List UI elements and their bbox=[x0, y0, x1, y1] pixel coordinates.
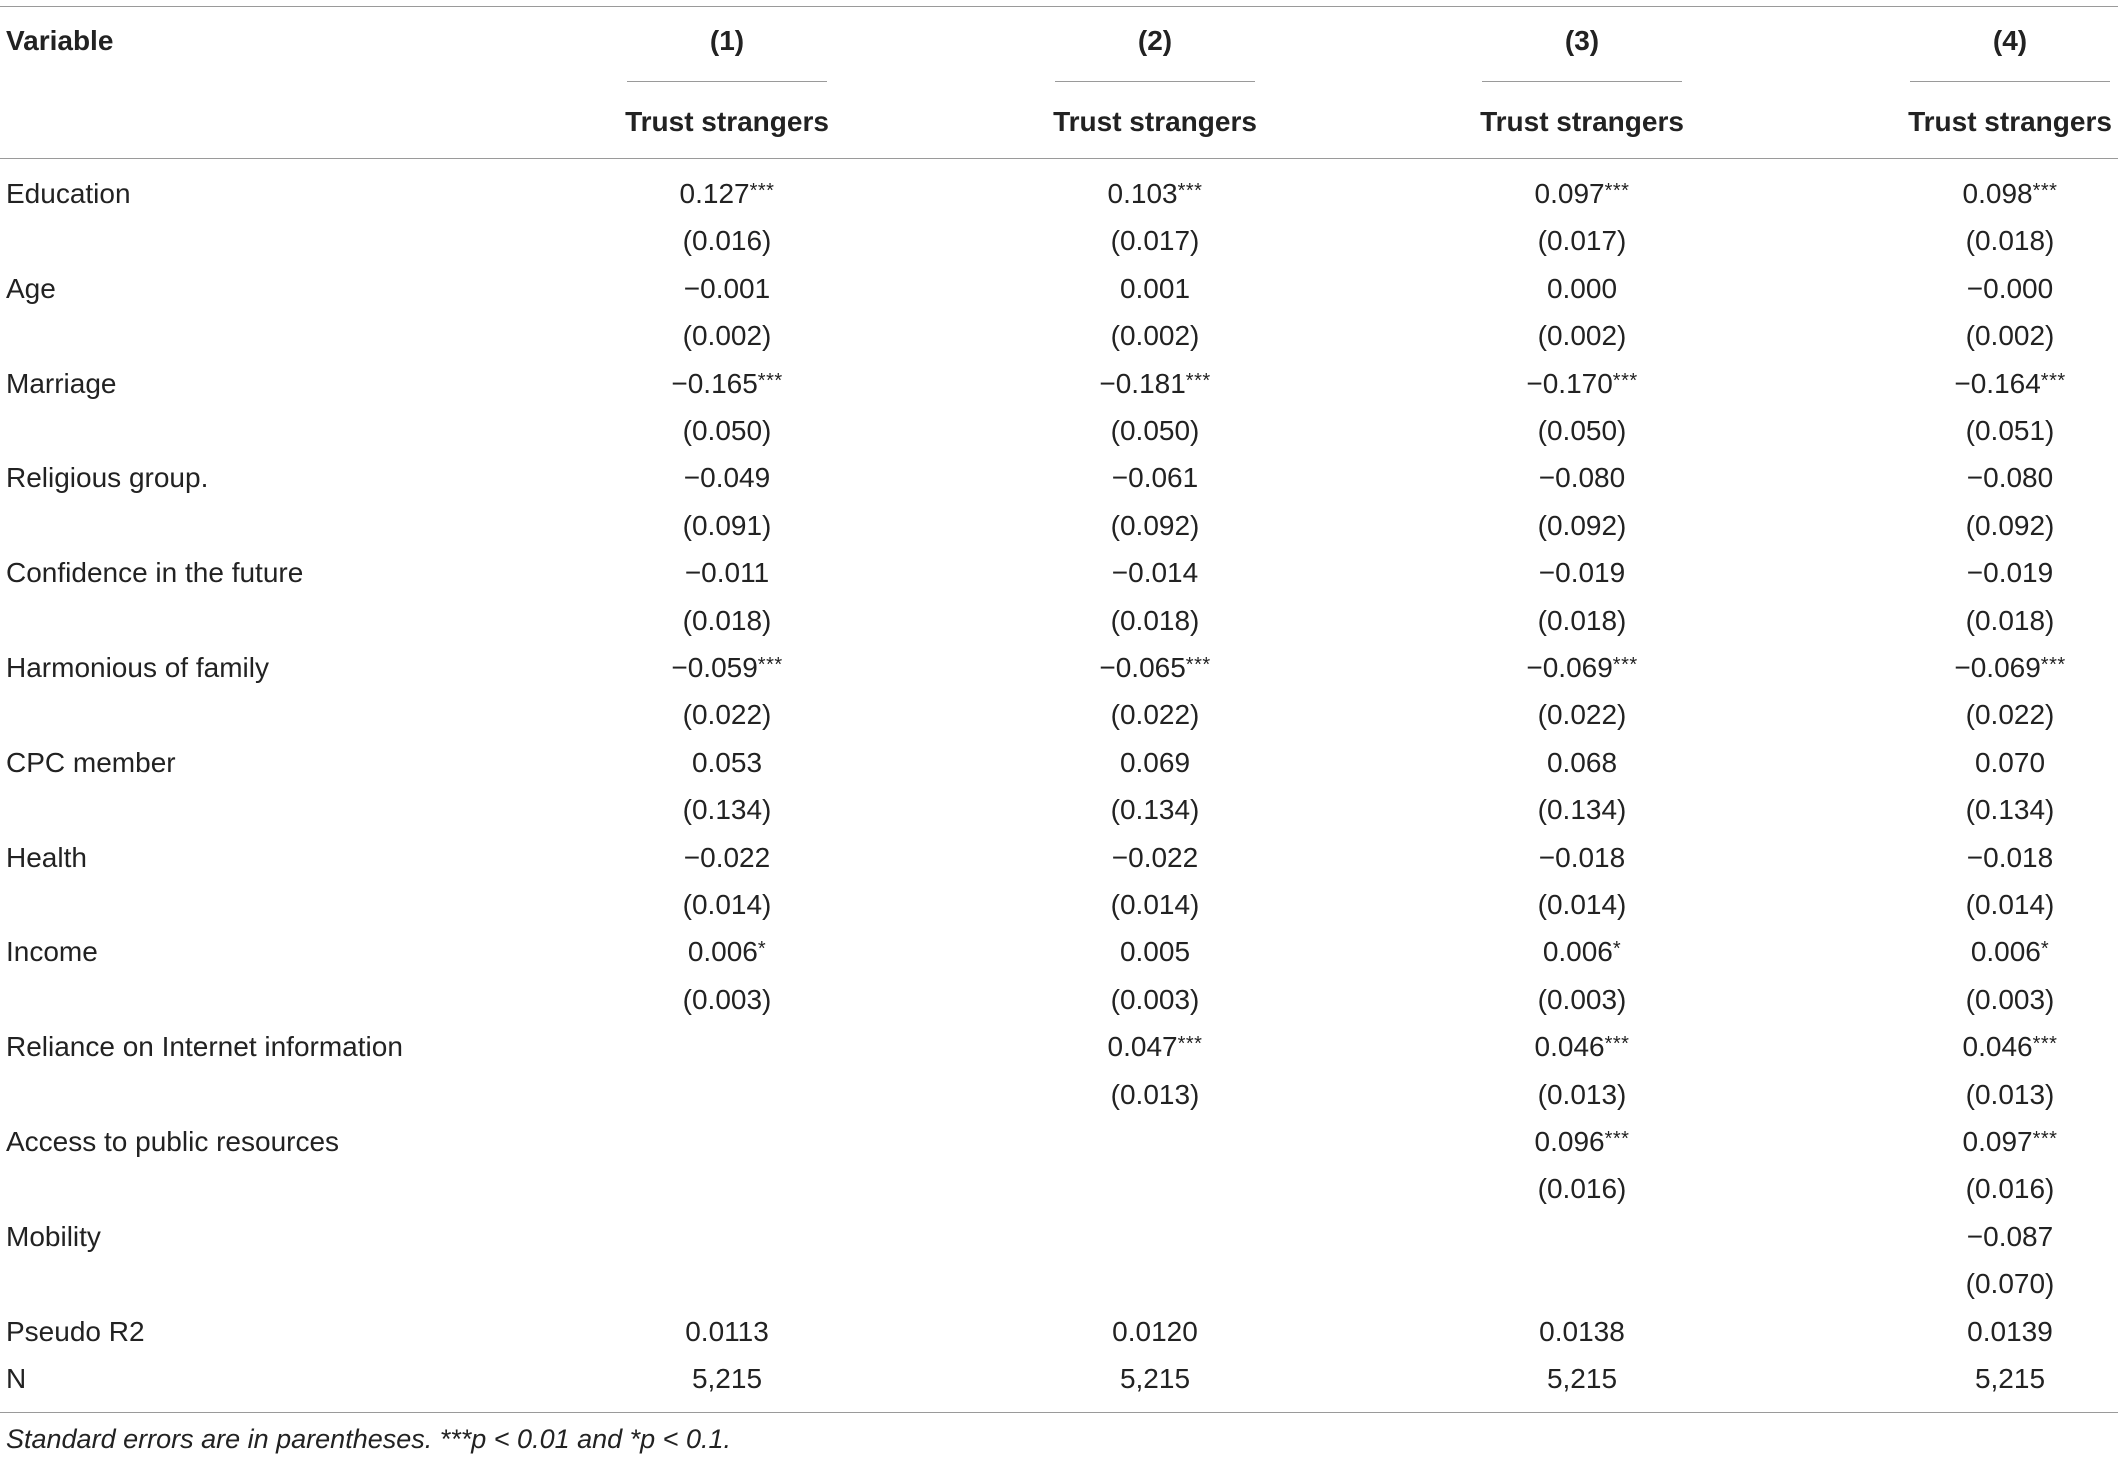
coefficient-cell bbox=[1025, 367, 1285, 401]
standard-error-cell: (0.014) bbox=[1110, 889, 1200, 920]
stat-value: 5,215 bbox=[1119, 1363, 1191, 1394]
significance-stars: *** bbox=[1604, 1033, 1630, 1056]
standard-error-cell: (0.050) bbox=[682, 415, 772, 446]
stat-value: 0.0138 bbox=[1539, 1315, 1625, 1347]
coefficient-cell bbox=[597, 651, 857, 685]
significance-stars: * bbox=[757, 938, 767, 961]
coefficient-cell bbox=[1025, 461, 1285, 495]
standard-error-cell: (0.022) bbox=[1537, 699, 1627, 731]
coefficient-cell bbox=[1025, 556, 1285, 590]
stat-value: 5,215 bbox=[1974, 1363, 2046, 1394]
significance-stars: *** bbox=[2032, 180, 2058, 202]
row-label: Reliance on Internet information bbox=[6, 1031, 403, 1063]
standard-error-cell: (0.017) bbox=[1537, 225, 1627, 257]
significance-stars: * bbox=[1612, 938, 1622, 961]
row-label: Age bbox=[6, 272, 56, 304]
column-group-rule-1 bbox=[627, 81, 827, 82]
coefficient-cell bbox=[1880, 651, 2118, 685]
coefficient-cell bbox=[1880, 461, 2118, 495]
coefficient-cell bbox=[1452, 1125, 1712, 1159]
column-group-rule-2 bbox=[1055, 81, 1255, 82]
coefficient-cell bbox=[1880, 1030, 2118, 1064]
standard-error-cell: (0.134) bbox=[1110, 794, 1200, 826]
coefficient-value: −0.087 bbox=[1966, 1220, 2054, 1252]
standard-error-cell: (0.022) bbox=[1965, 699, 2055, 731]
table-footnote: Standard errors are in parentheses. ***p < 0.01 and *p < 0.1. bbox=[6, 1424, 731, 1454]
coefficient-value: 0.046 bbox=[1962, 1031, 2033, 1063]
row-label: Income bbox=[6, 936, 98, 968]
coefficient-value: −0.014 bbox=[1111, 557, 1199, 589]
coefficient-cell bbox=[1025, 1030, 1285, 1064]
coefficient-cell bbox=[1025, 272, 1285, 306]
standard-error-cell: (0.018) bbox=[1110, 604, 1200, 636]
row-label: Religious group. bbox=[6, 462, 209, 494]
column-group-rule-3 bbox=[1482, 81, 1682, 82]
coefficient-value: 0.006 bbox=[1542, 936, 1613, 968]
coefficient-value: −0.022 bbox=[1111, 841, 1199, 873]
stat-value: 5,215 bbox=[691, 1363, 763, 1394]
coefficient-cell bbox=[1880, 1220, 2118, 1254]
significance-stars: * bbox=[2040, 938, 2050, 961]
coefficient-cell bbox=[597, 746, 857, 780]
standard-error-cell: (0.070) bbox=[1965, 1268, 2055, 1300]
row-label: CPC member bbox=[6, 746, 176, 778]
standard-error-cell: (0.018) bbox=[1965, 225, 2055, 257]
coefficient-cell bbox=[1025, 746, 1285, 780]
stat-label: N bbox=[6, 1363, 27, 1394]
coefficient-value: −0.164 bbox=[1954, 367, 2041, 399]
coefficient-value: −0.059 bbox=[671, 652, 758, 683]
standard-error-cell: (0.134) bbox=[1537, 794, 1627, 826]
standard-error-cell: (0.014) bbox=[682, 889, 772, 920]
standard-error-cell: (0.018) bbox=[682, 604, 772, 636]
standard-error-cell: (0.051) bbox=[1965, 415, 2055, 446]
row-label: Marriage bbox=[6, 367, 117, 399]
standard-error-cell: (0.014) bbox=[1965, 889, 2055, 920]
standard-error-cell: (0.002) bbox=[1110, 320, 1200, 352]
coefficient-value: 0.005 bbox=[1119, 936, 1191, 968]
coefficient-value: −0.170 bbox=[1526, 367, 1613, 399]
row-label: Access to public resources bbox=[6, 1126, 340, 1157]
coefficient-cell bbox=[1452, 841, 1712, 875]
coefficient-value: −0.001 bbox=[683, 272, 771, 304]
significance-stars: *** bbox=[1604, 180, 1630, 202]
standard-error-cell: (0.018) bbox=[1965, 604, 2055, 636]
significance-stars: *** bbox=[749, 180, 775, 202]
column-number-4: (4) bbox=[1992, 25, 2028, 56]
coefficient-value: 0.097 bbox=[1962, 1126, 2033, 1157]
coefficient-cell bbox=[1452, 177, 1712, 211]
standard-error-cell: (0.013) bbox=[1965, 1078, 2055, 1110]
variable-header: Variable bbox=[6, 25, 114, 56]
standard-error-cell: (0.002) bbox=[1965, 320, 2055, 352]
significance-stars: *** bbox=[757, 369, 783, 392]
standard-error-cell: (0.013) bbox=[1110, 1078, 1200, 1110]
coefficient-value: −0.080 bbox=[1538, 462, 1626, 494]
column-number-2: (2) bbox=[1137, 25, 1173, 56]
coefficient-cell bbox=[597, 556, 857, 590]
standard-error-cell: (0.134) bbox=[682, 794, 772, 826]
standard-error-cell: (0.022) bbox=[1110, 699, 1200, 731]
coefficient-value: 0.098 bbox=[1962, 178, 2033, 209]
coefficient-value: 0.069 bbox=[1119, 746, 1191, 778]
column-number-3: (3) bbox=[1564, 25, 1600, 56]
stat-value: 0.0120 bbox=[1112, 1315, 1198, 1347]
coefficient-cell bbox=[1452, 461, 1712, 495]
coefficient-value: −0.019 bbox=[1966, 557, 2054, 589]
row-label: Confidence in the future bbox=[6, 557, 304, 589]
coefficient-value: 0.068 bbox=[1546, 746, 1618, 778]
coefficient-cell bbox=[1025, 177, 1285, 211]
coefficient-value: −0.022 bbox=[683, 841, 771, 873]
coefficient-value: −0.061 bbox=[1111, 462, 1199, 494]
coefficient-value: 0.096 bbox=[1534, 1126, 1605, 1157]
coefficient-cell bbox=[1452, 651, 1712, 685]
coefficient-cell bbox=[1452, 1030, 1712, 1064]
coefficient-cell bbox=[597, 841, 857, 875]
coefficient-value: −0.080 bbox=[1966, 462, 2054, 494]
significance-stars: *** bbox=[1177, 180, 1203, 202]
coefficient-cell bbox=[1452, 556, 1712, 590]
stat-value: 5,215 bbox=[1546, 1363, 1618, 1394]
coefficient-value: −0.181 bbox=[1099, 367, 1186, 399]
table-top-rule bbox=[0, 6, 2118, 7]
standard-error-cell: (0.018) bbox=[1537, 604, 1627, 636]
significance-stars: *** bbox=[1185, 654, 1211, 676]
header-bottom-rule bbox=[0, 158, 2118, 159]
coefficient-value: 0.000 bbox=[1546, 272, 1618, 304]
significance-stars: *** bbox=[2032, 1033, 2058, 1056]
standard-error-cell: (0.003) bbox=[1110, 983, 1200, 1015]
column-dependent-2: Trust strangers bbox=[1053, 106, 1257, 137]
standard-error-cell: (0.091) bbox=[682, 509, 772, 541]
standard-error-cell: (0.002) bbox=[682, 320, 772, 352]
coefficient-cell bbox=[597, 461, 857, 495]
standard-error-cell: (0.014) bbox=[1537, 889, 1627, 920]
coefficient-cell bbox=[1452, 746, 1712, 780]
standard-error-cell: (0.134) bbox=[1965, 794, 2055, 826]
coefficient-cell bbox=[1025, 651, 1285, 685]
column-number-1: (1) bbox=[709, 25, 745, 56]
coefficient-value: −0.018 bbox=[1538, 841, 1626, 873]
significance-stars: *** bbox=[1612, 654, 1638, 676]
row-label: Harmonious of family bbox=[6, 652, 269, 683]
coefficient-cell bbox=[1880, 746, 2118, 780]
coefficient-cell bbox=[597, 177, 857, 211]
column-group-rule-4 bbox=[1910, 81, 2110, 82]
coefficient-cell bbox=[1452, 935, 1712, 969]
coefficient-value: −0.018 bbox=[1966, 841, 2054, 873]
coefficient-cell bbox=[1880, 841, 2118, 875]
standard-error-cell: (0.016) bbox=[1537, 1173, 1627, 1205]
coefficient-cell bbox=[1880, 935, 2118, 969]
coefficient-cell bbox=[1880, 1125, 2118, 1159]
coefficient-cell bbox=[1025, 935, 1285, 969]
coefficient-cell bbox=[1880, 177, 2118, 211]
coefficient-cell bbox=[597, 935, 857, 969]
significance-stars: *** bbox=[1177, 1033, 1203, 1056]
coefficient-value: −0.069 bbox=[1526, 652, 1613, 683]
column-dependent-4: Trust strangers bbox=[1908, 106, 2112, 137]
coefficient-value: −0.165 bbox=[671, 367, 758, 399]
coefficient-value: 0.070 bbox=[1974, 746, 2046, 778]
coefficient-cell bbox=[597, 272, 857, 306]
significance-stars: *** bbox=[1612, 369, 1638, 392]
standard-error-cell: (0.092) bbox=[1110, 509, 1200, 541]
coefficient-cell bbox=[1880, 272, 2118, 306]
row-label: Education bbox=[6, 178, 131, 209]
standard-error-cell: (0.003) bbox=[1965, 983, 2055, 1015]
coefficient-value: 0.001 bbox=[1119, 272, 1191, 304]
standard-error-cell: (0.050) bbox=[1537, 415, 1627, 446]
standard-error-cell: (0.050) bbox=[1110, 415, 1200, 446]
coefficient-value: −0.019 bbox=[1538, 557, 1626, 589]
coefficient-value: 0.127 bbox=[679, 178, 750, 209]
coefficient-cell bbox=[1880, 556, 2118, 590]
coefficient-value: 0.103 bbox=[1107, 178, 1178, 209]
standard-error-cell: (0.022) bbox=[682, 699, 772, 731]
table-bottom-rule bbox=[0, 1412, 2118, 1413]
coefficient-cell bbox=[1880, 367, 2118, 401]
coefficient-value: 0.046 bbox=[1534, 1031, 1605, 1063]
significance-stars: *** bbox=[2040, 369, 2066, 392]
standard-error-cell: (0.003) bbox=[1537, 983, 1627, 1015]
coefficient-value: −0.000 bbox=[1966, 272, 2054, 304]
row-label: Health bbox=[6, 841, 87, 873]
standard-error-cell: (0.002) bbox=[1537, 320, 1627, 352]
row-label: Mobility bbox=[6, 1220, 101, 1252]
coefficient-cell bbox=[1025, 841, 1285, 875]
standard-error-cell: (0.003) bbox=[682, 983, 772, 1015]
stat-label: Pseudo R2 bbox=[6, 1315, 145, 1347]
standard-error-cell: (0.092) bbox=[1965, 509, 2055, 541]
column-dependent-1: Trust strangers bbox=[625, 106, 829, 137]
column-dependent-3: Trust strangers bbox=[1480, 106, 1684, 137]
coefficient-value: −0.011 bbox=[684, 557, 770, 589]
stat-value: 0.0113 bbox=[685, 1315, 769, 1347]
significance-stars: *** bbox=[757, 654, 783, 676]
coefficient-cell bbox=[1452, 272, 1712, 306]
standard-error-cell: (0.092) bbox=[1537, 509, 1627, 541]
significance-stars: *** bbox=[2032, 1128, 2058, 1150]
coefficient-value: 0.097 bbox=[1534, 178, 1605, 209]
coefficient-value: −0.049 bbox=[683, 462, 771, 494]
significance-stars: *** bbox=[1604, 1128, 1630, 1150]
stat-value: 0.0139 bbox=[1967, 1315, 2053, 1347]
coefficient-value: 0.006 bbox=[687, 936, 758, 968]
standard-error-cell: (0.016) bbox=[682, 225, 772, 257]
coefficient-value: 0.006 bbox=[1970, 936, 2041, 968]
coefficient-value: 0.047 bbox=[1107, 1031, 1178, 1063]
coefficient-value: −0.065 bbox=[1099, 652, 1186, 683]
standard-error-cell: (0.013) bbox=[1537, 1078, 1627, 1110]
coefficient-value: −0.069 bbox=[1954, 652, 2041, 683]
standard-error-cell: (0.016) bbox=[1965, 1173, 2055, 1205]
significance-stars: *** bbox=[2040, 654, 2066, 676]
coefficient-cell bbox=[597, 367, 857, 401]
coefficient-value: 0.053 bbox=[691, 746, 763, 778]
standard-error-cell: (0.017) bbox=[1110, 225, 1200, 257]
significance-stars: *** bbox=[1185, 369, 1211, 392]
coefficient-cell bbox=[1452, 367, 1712, 401]
